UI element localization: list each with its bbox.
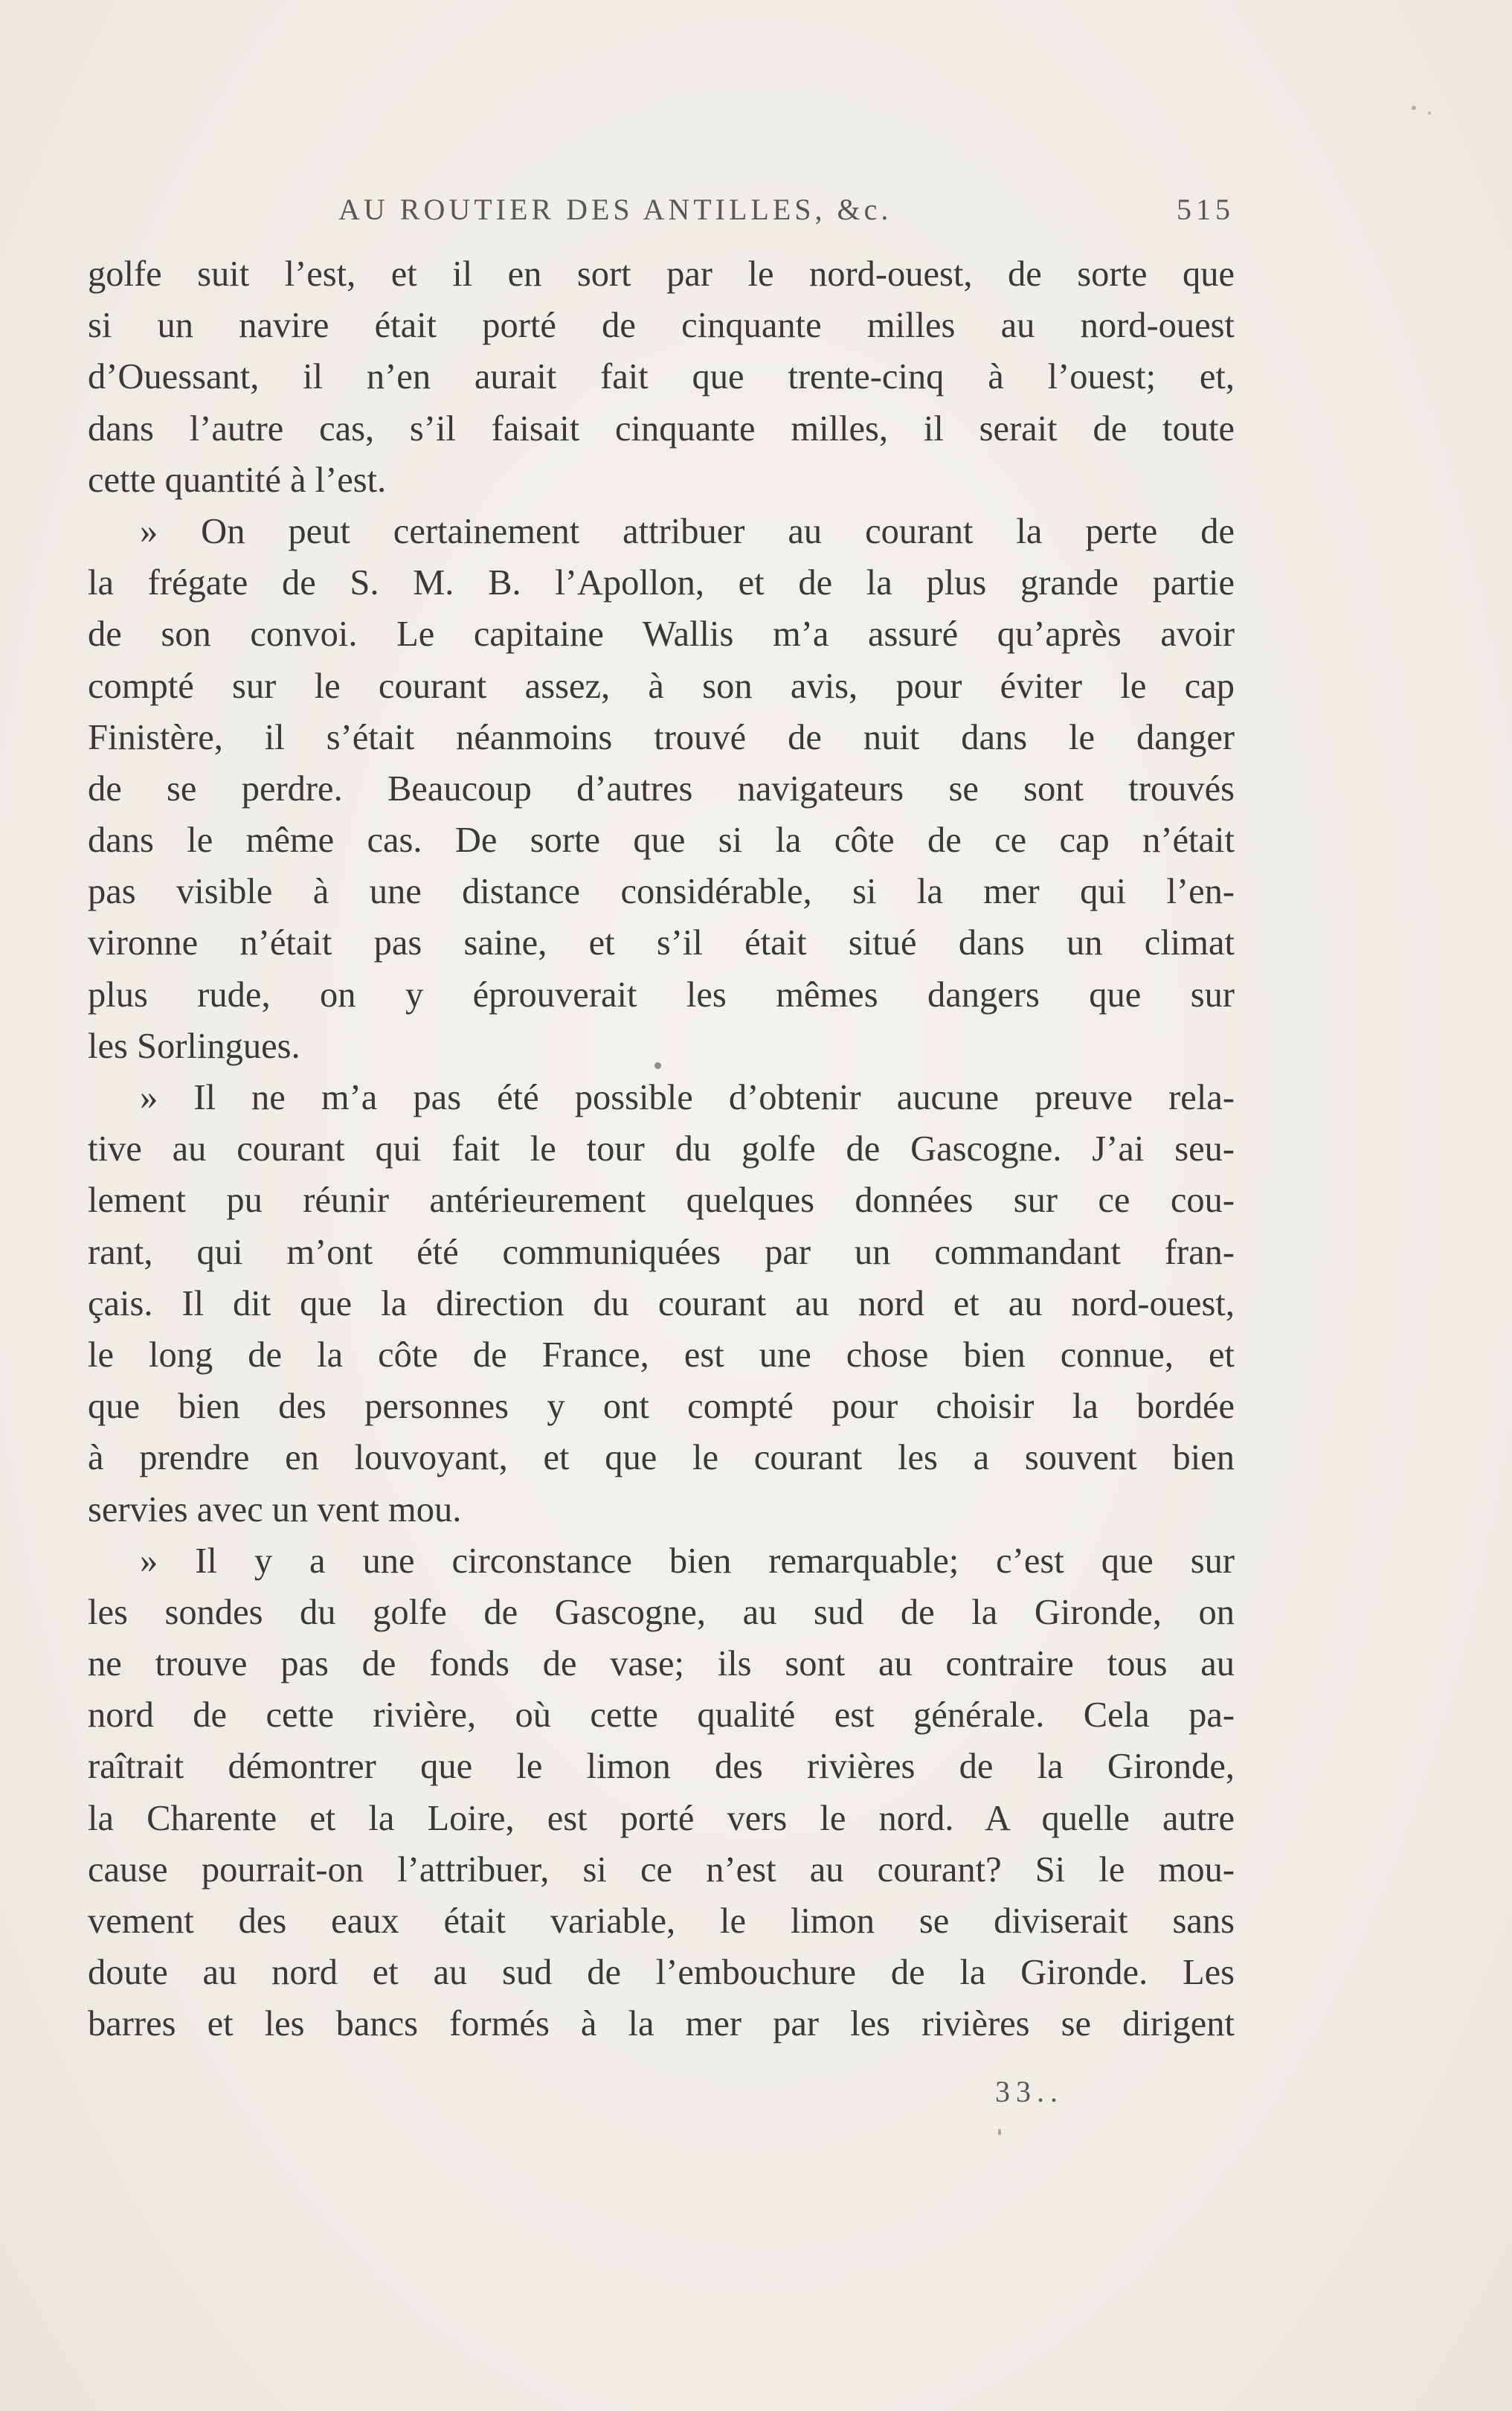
page-number: 515	[1177, 193, 1235, 226]
text-line: d’Ouessant, il n’en aurait fait que trente-cinq à l’ouest; et,	[88, 357, 1235, 397]
text-line: de se perdre. Beaucoup d’autres navigateurs se sont trouvés	[88, 768, 1235, 809]
paper-speck	[1412, 106, 1416, 110]
text-line: pas visible à une distance considérable, si la mer qui l’en-	[88, 872, 1235, 912]
text-line: à prendre en louvoyant, et que le courant les a souvent bien	[88, 1438, 1235, 1478]
body-text	[88, 248, 1235, 2050]
text-line: nord de cette rivière, où cette qualité est générale. Cela pa-	[88, 1695, 1235, 1736]
text-line: çais. Il dit que la direction du courant au nord et au nord-ouest,	[88, 1283, 1235, 1323]
text-line: plus rude, on y éprouverait les mêmes dangers que sur	[88, 975, 1235, 1015]
text-line: si un navire était porté de cinquante milles au nord-ouest	[88, 306, 1235, 346]
text-line: servies avec un vent mou.	[88, 1489, 462, 1529]
text-line: doute au nord et au sud de l’embouchure de la Gironde. Les	[88, 1953, 1235, 1993]
text-line: dans l’autre cas, s’il faisait cinquante milles, il serait de toute	[88, 408, 1235, 449]
running-title: AU ROUTIER DES ANTILLES, &c.	[338, 193, 892, 226]
text-line: la frégate de S. M. B. l’Apollon, et de la plus grande partie	[88, 563, 1235, 603]
text-line: les Sorlingues.	[88, 1026, 300, 1066]
signature-mark: 33..	[995, 2075, 1064, 2108]
text-line: » On peut certainement attribuer au courant la perte de	[140, 511, 1235, 551]
text-line: » Il y a une circonstance bien remarquable; c’est que sur	[140, 1541, 1235, 1581]
text-line: raîtrait démontrer que le limon des rivières de la Gironde,	[88, 1747, 1235, 1787]
text-line: le long de la côte de France, est une chose bien connue, et	[88, 1335, 1235, 1375]
text-line: les sondes du golfe de Gascogne, au sud de la Gironde, on	[88, 1592, 1235, 1632]
text-line: que bien des personnes y ont compté pour choisir la bordée	[88, 1387, 1235, 1427]
paper-speck	[654, 1062, 661, 1069]
text-line: vironne n’était pas saine, et s’il était situé dans un climat	[88, 923, 1235, 963]
text-line: lement pu réunir antérieurement quelques données sur ce cou-	[88, 1181, 1235, 1221]
text-line: la Charente et la Loire, est porté vers le nord. A quelle autre	[88, 1798, 1235, 1838]
text-line: barres et les bancs formés à la mer par les rivières se dirigent	[88, 2004, 1235, 2044]
text-line: de son convoi. Le capitaine Wallis m’a assuré qu’après avoir	[88, 614, 1235, 655]
text-line: vement des eaux était variable, le limon se diviserait sans	[88, 1901, 1235, 1941]
paper-speck	[998, 2129, 1001, 2135]
text-line: ne trouve pas de fonds de vase; ils sont au contraire tous au	[88, 1644, 1235, 1684]
text-line: rant, qui m’ont été communiquées par un commandant fran-	[88, 1232, 1235, 1272]
text-line: cette quantité à l’est.	[88, 460, 387, 500]
text-line: compté sur le courant assez, à son avis, pour éviter le cap	[88, 666, 1235, 706]
text-line: » Il ne m’a pas été possible d’obtenir aucune preuve rela-	[140, 1078, 1235, 1117]
running-head	[338, 192, 1235, 237]
text-line: cause pourrait-on l’attribuer, si ce n’est au courant? Si le mou-	[88, 1849, 1235, 1890]
text-line: golfe suit l’est, et il en sort par le nord-ouest, de sorte que	[88, 254, 1235, 294]
paper-speck	[1428, 112, 1431, 115]
text-line: Finistère, il s’était néanmoins trouvé de nuit dans le danger	[88, 717, 1235, 757]
text-line: tive au courant qui fait le tour du golfe de Gascogne. J’ai seu-	[88, 1129, 1235, 1169]
text-line: dans le même cas. De sorte que si la côte de ce cap n’était	[88, 821, 1235, 861]
